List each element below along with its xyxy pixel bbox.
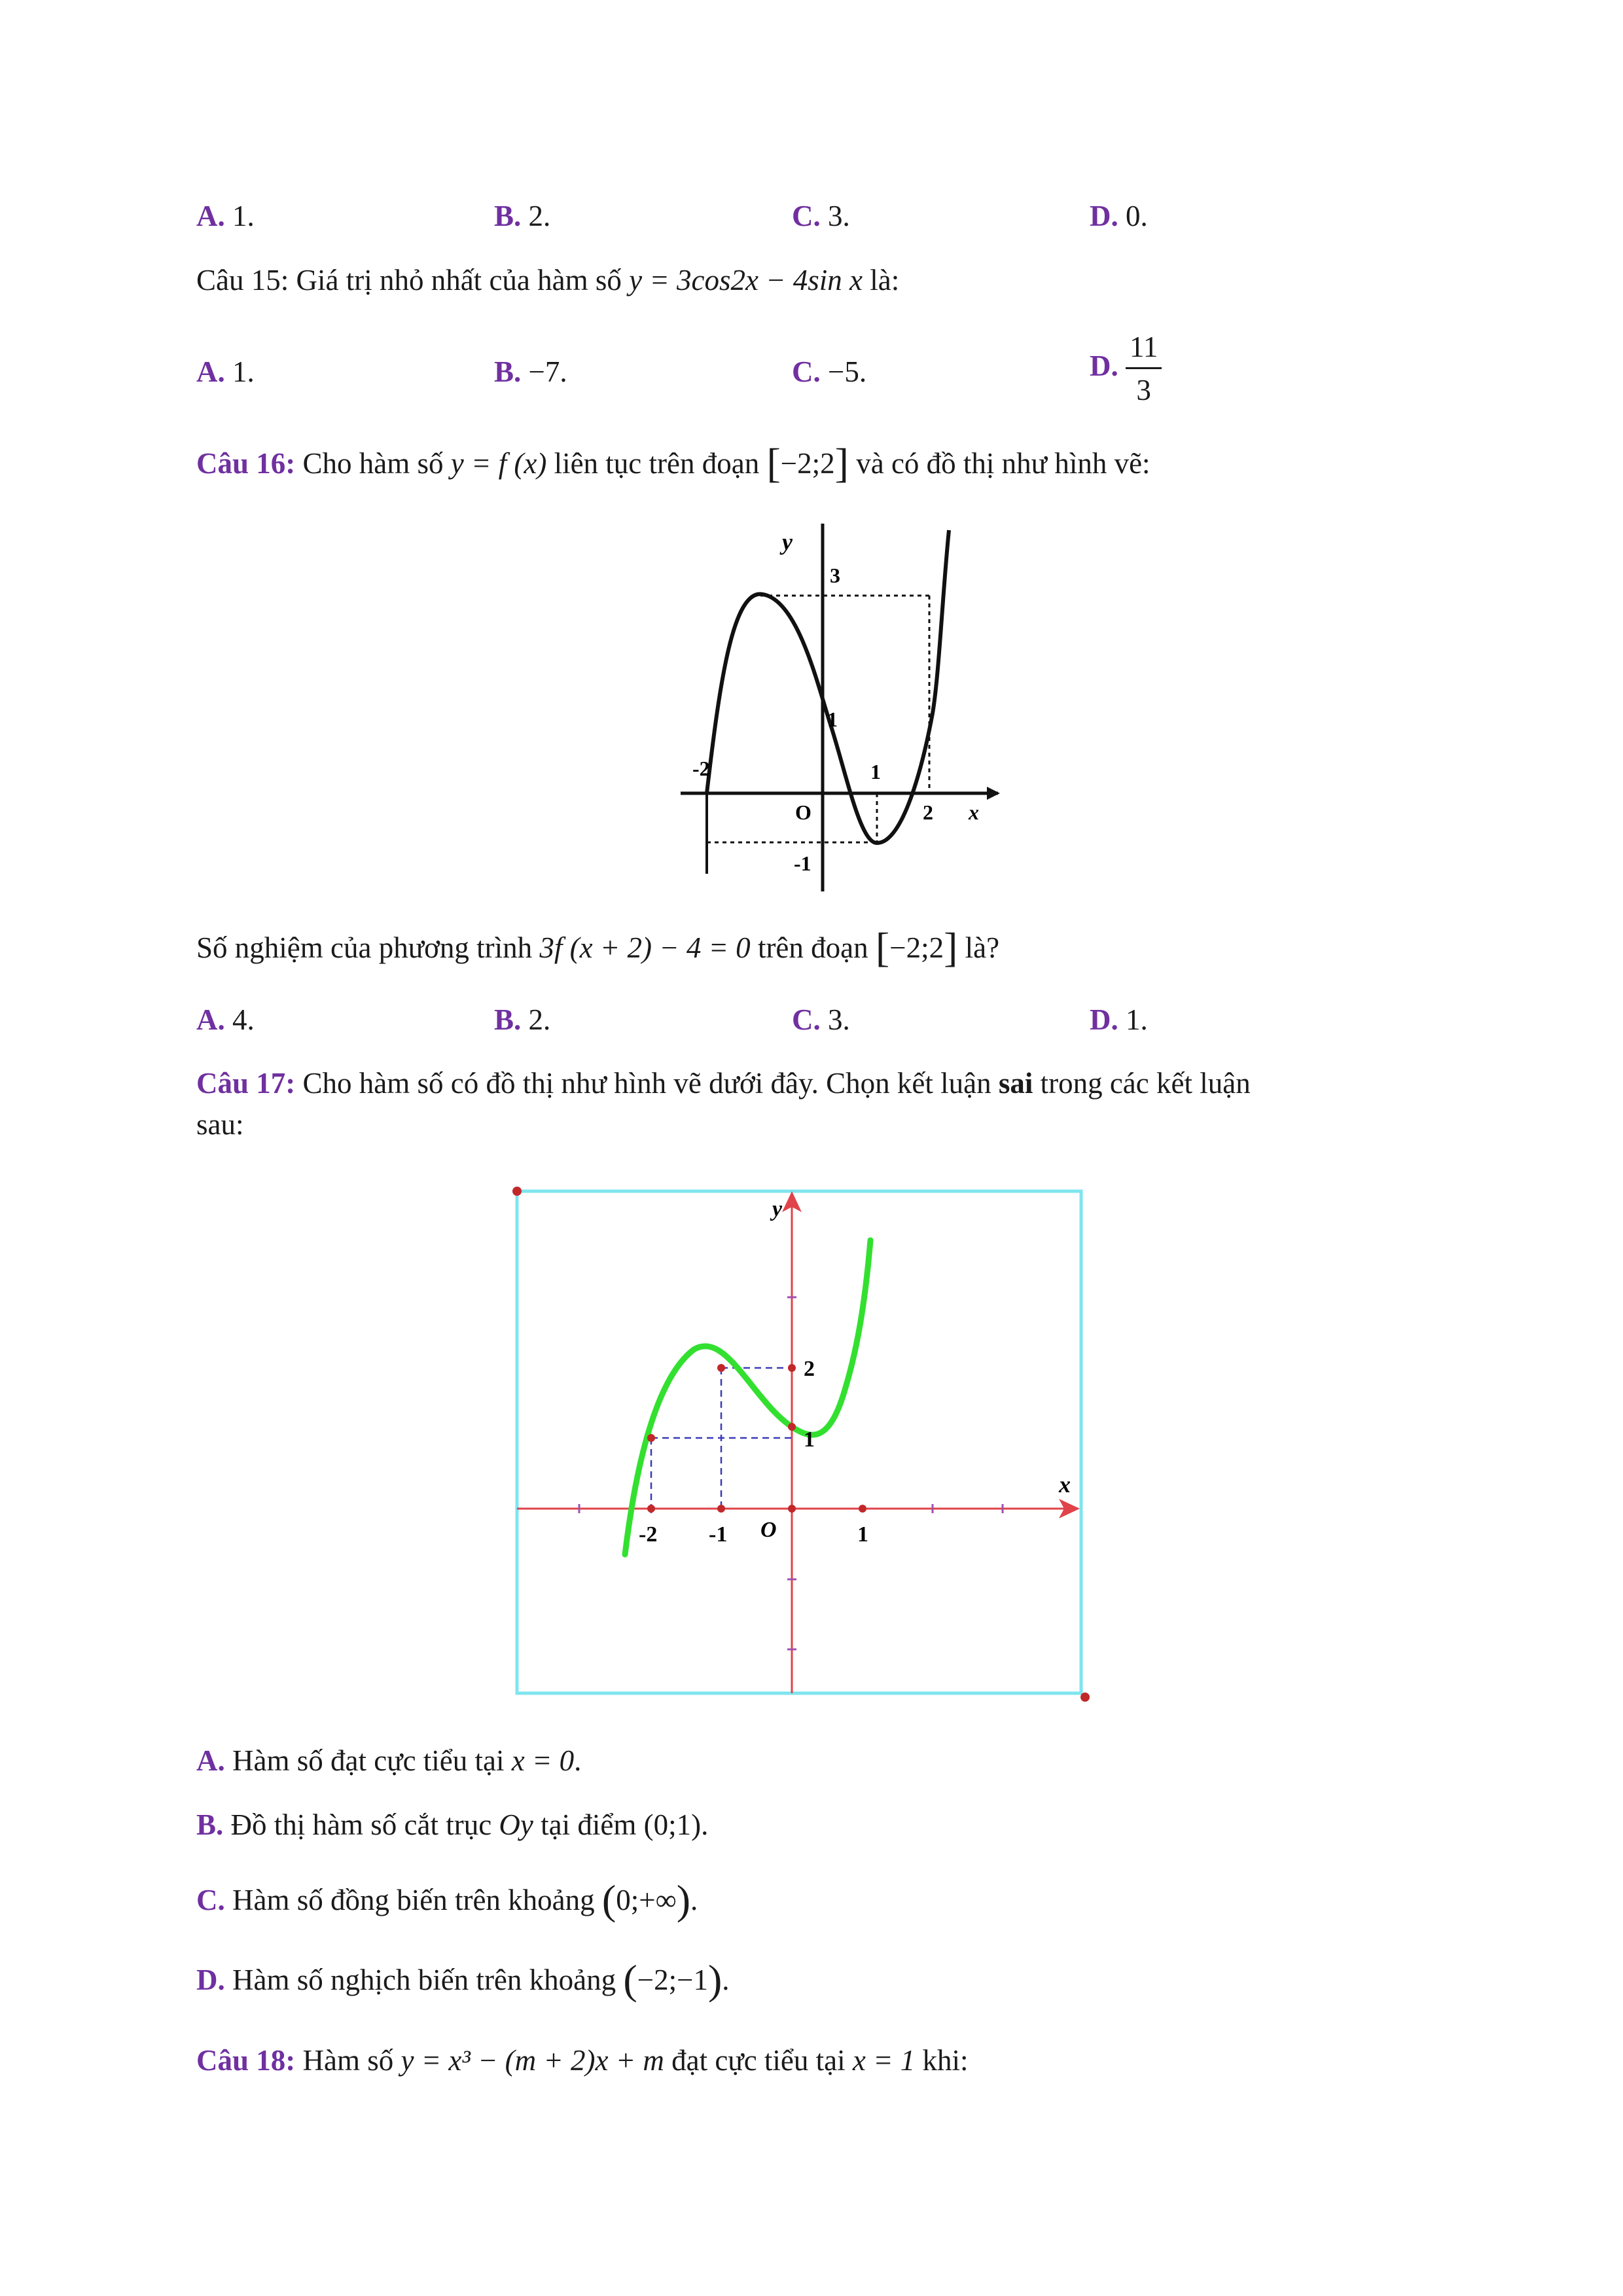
graph-tick-2: 2: [923, 800, 933, 824]
option-text: 1.: [1118, 1003, 1148, 1036]
option-text: 2.: [521, 1003, 551, 1036]
q16-option-c: [792, 1000, 850, 1039]
q18-text: Hàm số: [295, 2044, 401, 2077]
graph-frame: [517, 1191, 1081, 1693]
q17-option-a: A. Hàm số đạt cực tiểu tại x = 0.: [196, 1744, 582, 1777]
option-label: A.: [196, 1744, 225, 1777]
q16-question-interval: −2;2: [889, 931, 944, 964]
option-text: 3.: [820, 200, 850, 232]
q14-option-a: [196, 196, 255, 236]
option-interval: 0;+∞: [616, 1884, 677, 1916]
q15-option-b: [494, 352, 567, 391]
option-text: 0.: [1118, 200, 1148, 232]
graph-y-label: y: [782, 529, 793, 555]
q16-equation: 3f (x + 2) − 4 = 0: [539, 931, 751, 964]
bracket-right: ]: [834, 440, 849, 486]
q18-text-mid: đạt cực tiểu tại: [664, 2044, 853, 2077]
q16-text-after: và có đồ thị như hình vẽ:: [848, 447, 1150, 480]
graph-tick-neg1: -1: [709, 1522, 728, 1547]
option-label: D.: [1090, 200, 1118, 232]
q18-label: Câu 18:: [196, 2044, 296, 2077]
graph-tick-0: O: [760, 1518, 777, 1542]
paren-left: (: [623, 1956, 637, 2003]
option-label: C.: [792, 355, 821, 388]
option-label: B.: [494, 200, 522, 232]
q17-option-c: C. Hàm số đồng biến trên khoảng (0;+∞).: [196, 1876, 698, 1923]
bracket-left: [: [875, 924, 890, 971]
frame-corner-dot: [1080, 1693, 1090, 1702]
graph-tick-1x: 1: [857, 1522, 868, 1547]
q15-formula: y = 3cos2x − 4sin x: [629, 264, 863, 296]
option-text: Đồ thị hàm số cắt trục: [223, 1808, 499, 1841]
q14-option-b: [494, 196, 550, 236]
option-label: D.: [196, 1964, 225, 1996]
point: [717, 1505, 725, 1513]
q14-option-c: [792, 196, 850, 236]
option-text: Hàm số đạt cực tiểu tại: [224, 1744, 512, 1777]
q16-interval: −2;2: [780, 447, 835, 480]
q17-text-line2: sau:: [196, 1108, 244, 1141]
point: [859, 1505, 866, 1513]
graph-x-label: x: [1059, 1471, 1071, 1498]
q18-stem: [196, 2041, 969, 2080]
q15-label: Câu 15:: [196, 264, 289, 296]
q17-text-after: trong các kết luận: [1033, 1067, 1251, 1100]
fraction-numerator: 11: [1126, 332, 1162, 369]
q16-question-mid: trên đoạn: [750, 931, 876, 964]
option-interval: −2;−1: [637, 1964, 708, 1996]
graph-tick-neg1: -1: [794, 852, 812, 875]
q16-graph: [668, 517, 1008, 903]
graph-tick-neg2: -2: [639, 1522, 658, 1547]
point: [788, 1505, 796, 1513]
option-label: C.: [792, 200, 821, 232]
q17-text: Cho hàm số có đồ thị như hình vẽ dưới đây. Chọn kết luận: [295, 1067, 999, 1100]
option-text: 3.: [820, 1003, 850, 1036]
q15-option-d: [1090, 332, 1162, 405]
q18-formula: y = x³ − (m + 2)x + m: [401, 2044, 664, 2077]
option-text: −5.: [820, 355, 867, 388]
q17-bold-word: sai: [998, 1067, 1033, 1100]
q17-option-b: B. Đồ thị hàm số cắt trục Oy tại điểm (0;1).: [196, 1808, 709, 1841]
paren-right: ): [707, 1956, 722, 2003]
graph-tick-0: O: [795, 800, 812, 824]
q17-label: Câu 17:: [196, 1067, 296, 1100]
point: [717, 1364, 725, 1372]
fraction-denominator: 3: [1136, 374, 1151, 406]
option-text: Hàm số nghịch biến trên khoảng: [224, 1964, 624, 1996]
option-label: A.: [196, 200, 225, 232]
q17-option-d: D. Hàm số nghịch biến trên khoảng (−2;−1).: [196, 1956, 730, 2003]
q15-text-after: là:: [863, 264, 900, 296]
graph-x-label: x: [969, 800, 979, 824]
q16-text: Cho hàm số: [295, 447, 451, 480]
q15-text: Giá trị nhỏ nhất của hàm số: [289, 264, 630, 296]
q16-question: [196, 924, 1000, 971]
q15-option-c: [792, 352, 866, 391]
frame-corner-dot: [512, 1187, 522, 1196]
option-label: A.: [196, 355, 225, 388]
point: [647, 1505, 655, 1513]
q16-option-d: [1090, 1000, 1148, 1039]
option-label: C.: [792, 1003, 821, 1036]
q16-label: Câu 16:: [196, 447, 296, 480]
graph-tick-1y: 1: [827, 708, 838, 731]
q16-option-a: [196, 1000, 255, 1039]
option-axis: Oy: [499, 1808, 533, 1841]
point: [647, 1434, 655, 1442]
bracket-right: ]: [944, 924, 958, 971]
option-label: A.: [196, 1003, 225, 1036]
q17-graph: [504, 1178, 1106, 1702]
option-label: B.: [494, 355, 522, 388]
q16-formula: y = f (x): [450, 447, 547, 480]
q16-stem: [196, 440, 1150, 486]
x-axis-arrow: [987, 787, 1000, 800]
q15-stem: [196, 260, 899, 300]
q16-option-b: [494, 1000, 550, 1039]
fraction: [1126, 332, 1162, 405]
option-text: 1.: [224, 355, 255, 388]
option-label: D.: [1090, 349, 1118, 382]
paren-left: (: [601, 1876, 616, 1923]
q17-stem-line1: [196, 1064, 1427, 1103]
q16-question-after: là?: [957, 931, 1000, 964]
graph-tick-3: 3: [830, 564, 840, 587]
option-label: B.: [196, 1808, 224, 1841]
option-point: (0;1): [643, 1808, 702, 1841]
option-text: Hàm số đồng biến trên khoảng: [224, 1884, 602, 1916]
q17-stem-line2: [196, 1105, 244, 1144]
graph-tick-neg2: -2: [692, 757, 710, 780]
option-text-2: tại điểm: [533, 1808, 644, 1841]
graph-tick-1x: 1: [870, 760, 881, 783]
q18-text-after: khi:: [915, 2044, 969, 2077]
point: [788, 1423, 796, 1431]
point: [788, 1364, 796, 1372]
q15-option-a: [196, 352, 255, 391]
q16-text-mid: liên tục trên đoạn: [546, 447, 767, 480]
graph-y-label: y: [772, 1197, 783, 1221]
option-text: 2.: [521, 200, 551, 232]
q14-option-d: [1090, 196, 1148, 236]
option-label: D.: [1090, 1003, 1118, 1036]
graph-tick-1y: 1: [804, 1427, 815, 1452]
q16-question-text: Số nghiệm của phương trình: [196, 931, 540, 964]
q18-formula-2: x = 1: [852, 2044, 916, 2077]
graph-tick-2y: 2: [804, 1357, 815, 1381]
option-label: B.: [494, 1003, 522, 1036]
option-text: −7.: [521, 355, 567, 388]
option-formula: x = 0: [511, 1744, 575, 1777]
q17-curve: [625, 1240, 870, 1554]
bracket-left: [: [766, 440, 781, 486]
option-text: 1.: [224, 200, 255, 232]
q16-curve: [707, 530, 949, 843]
option-label: C.: [196, 1884, 225, 1916]
paren-right: ): [676, 1876, 690, 1923]
option-text: 4.: [224, 1003, 255, 1036]
